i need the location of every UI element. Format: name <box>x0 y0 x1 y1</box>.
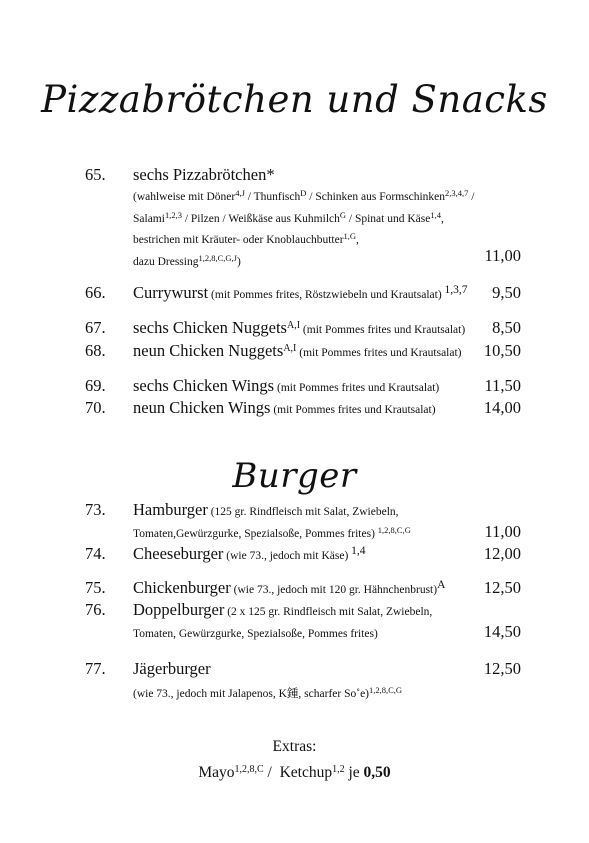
item-price: 14,50 <box>483 622 521 641</box>
item-name: Doppelburger (2 x 125 gr. Rindfleisch mit Salat, Zwiebeln, <box>133 600 433 619</box>
item-price: 11,00 <box>484 246 521 265</box>
item-desc: Tomaten, Gewürzgurke, Spezialsoße, Pommes frites) <box>133 628 378 640</box>
section-title-burger: Burger <box>232 456 357 496</box>
item-desc: (wahlweise mit Döner$^{4,J}$ / Thunfisch$^D$ / Schinken aus Formschinken$^{2,3,4,7}$ / <box>133 188 475 203</box>
item-name: Chickenburger (wie 73., jedoch mit 120 gr. Hähnchenbrust)$^A$ <box>133 578 446 597</box>
item-desc: Salami$^{1,2,3}$ / Pilzen / Weißkäse aus Kuhmilch$^G$ / Spinat und Käse$^{1,4}$, <box>133 210 444 225</box>
item-desc: bestrichen mit Kräuter- oder Knoblauchbutter$^{1,G}$, <box>133 231 359 246</box>
item-number: 74. <box>85 544 106 563</box>
item-price: 12,50 <box>483 578 521 597</box>
item-price: 12,50 <box>483 659 521 678</box>
item-desc: Tomaten,Gewürzgurke, Spezialsoße, Pommes frites) $^{1,2,8,C,G}$ <box>133 525 411 540</box>
item-number: 76. <box>85 600 106 619</box>
item-number: 68. <box>85 341 106 360</box>
item-name: sechs Pizzabrötchen* <box>133 165 275 184</box>
item-price: 14,00 <box>483 398 521 417</box>
item-price: 11,50 <box>484 376 521 395</box>
item-price: 10,50 <box>483 341 521 360</box>
extras-line: Mayo$^{1,2,8,C}$ / Ketchup$^{1,2}$ je 0,50 <box>198 764 391 781</box>
extras-title: Extras: <box>272 738 317 755</box>
item-name: Hamburger (125 gr. Rindfleisch mit Salat, Zwiebeln, <box>133 500 399 519</box>
item-price: 11,00 <box>484 522 521 541</box>
item-number: 69. <box>85 376 106 395</box>
item-price: 9,50 <box>492 283 521 302</box>
item-name: Jägerburger <box>133 659 211 678</box>
item-number: 65. <box>85 165 106 184</box>
item-number: 70. <box>85 398 106 417</box>
item-name: sechs Chicken Nuggets$^{A,I}$ (mit Pommes frites und Krautsalat) <box>133 318 466 337</box>
item-name: Currywurst (mit Pommes frites, Röstzwiebeln und Krautsalat) $^{1,3,7}$ <box>133 283 468 302</box>
item-number: 73. <box>85 500 106 519</box>
item-name: neun Chicken Nuggets$^{A,I}$ (mit Pommes frites und Krautsalat) <box>133 341 462 360</box>
item-name: Cheeseburger (wie 73., jedoch mit Käse) $^{1,4}$ <box>133 544 366 563</box>
item-price: 12,00 <box>483 544 521 563</box>
item-name: neun Chicken Wings (mit Pommes frites und Krautsalat) <box>133 398 436 417</box>
item-number: 75. <box>85 578 106 597</box>
item-number: 77. <box>85 659 106 678</box>
section-title-snacks: Pizzabrötchen und Snacks <box>41 78 548 121</box>
item-desc: (wie 73., jedoch mit Jalapenos, K鍾, scharfer So˚e)$^{1,2,8,C,G}$ <box>133 685 403 700</box>
item-number: 66. <box>85 283 106 302</box>
item-number: 67. <box>85 318 106 337</box>
item-price: 8,50 <box>492 318 521 337</box>
item-desc: dazu Dressing$^{1,2,8,C,G,J}$) <box>133 253 241 268</box>
extras-price: 0,50 <box>363 764 391 781</box>
item-name: sechs Chicken Wings (mit Pommes frites und Krautsalat) <box>133 376 440 395</box>
